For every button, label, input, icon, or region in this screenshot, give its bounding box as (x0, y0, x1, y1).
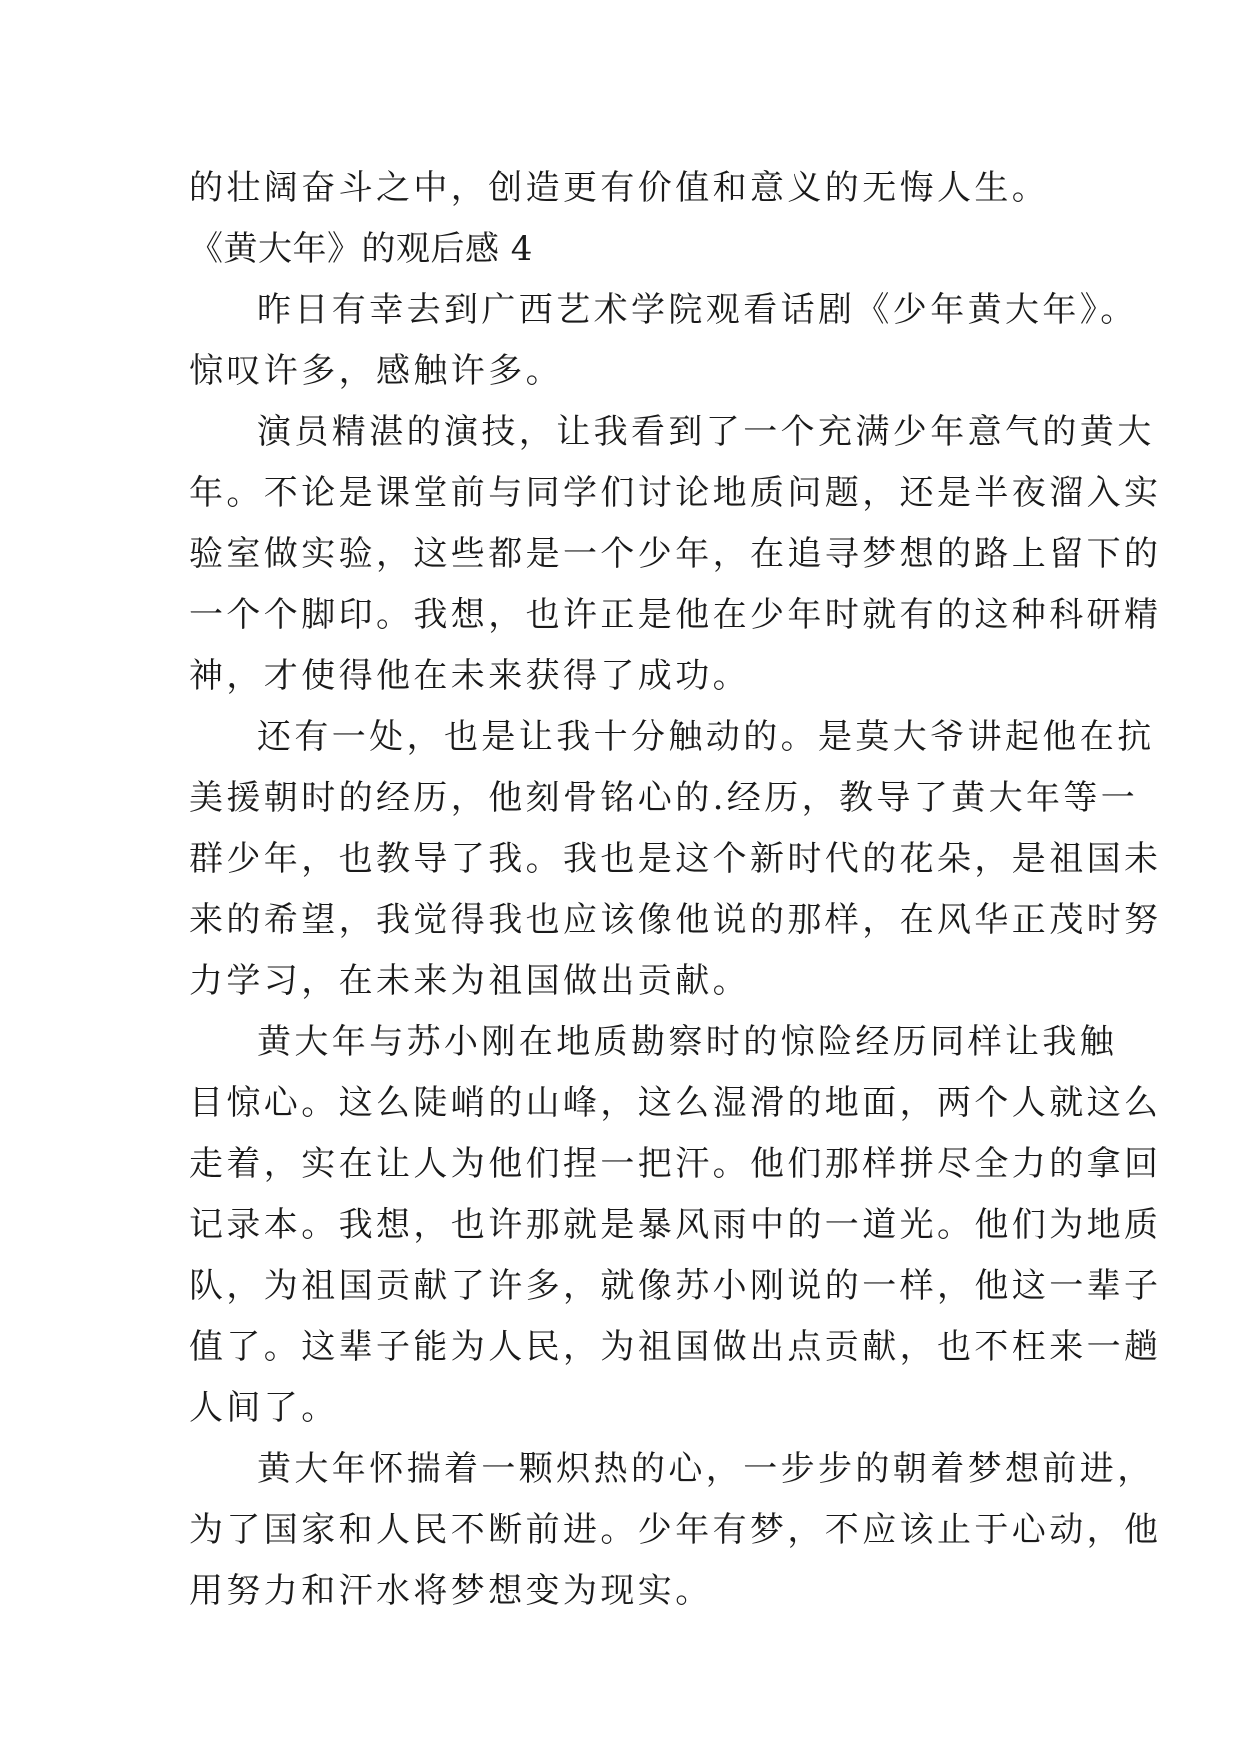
body-line: 神，才使得他在未来获得了成功。 (189, 656, 750, 696)
body-line: 惊叹许多，感触许多。 (189, 351, 563, 391)
body-line: 来的希望，我觉得我也应该像他说的那样，在风华正茂时努 (189, 900, 1162, 940)
paragraph-first-line: 演员精湛的演技，让我看到了一个充满少年意气的黄大 (257, 412, 1155, 452)
paragraph-first-line: 黄大年与苏小刚在地质勘察时的惊险经历同样让我触 (257, 1022, 1118, 1062)
body-line: 的壮阔奋斗之中，创造更有价值和意义的无悔人生。 (189, 168, 1050, 208)
body-line: 力学习，在未来为祖国做出贡献。 (189, 961, 750, 1001)
body-line: 人间了。 (189, 1388, 339, 1428)
body-line: 记录本。我想，也许那就是暴风雨中的一道光。他们为地质 (189, 1205, 1162, 1245)
paragraph-first-line: 还有一处，也是让我十分触动的。是莫大爷讲起他在抗 (257, 717, 1155, 757)
section-heading: 《黄大年》的观后感 4 (189, 229, 533, 269)
body-line: 美援朝时的经历，他刻骨铭心的.经历，教导了黄大年等一 (189, 778, 1139, 818)
body-line: 队，为祖国贡献了许多，就像苏小刚说的一样，他这一辈子 (189, 1266, 1162, 1306)
body-line: 群少年，也教导了我。我也是这个新时代的花朵，是祖国未 (189, 839, 1162, 879)
body-line: 走着，实在让人为他们捏一把汗。他们那样拼尽全力的拿回 (189, 1144, 1162, 1184)
body-line: 用努力和汗水将梦想变为现实。 (189, 1571, 713, 1611)
body-line: 一个个脚印。我想，也许正是他在少年时就有的这种科研精 (189, 595, 1162, 635)
paragraph-first-line: 昨日有幸去到广西艺术学院观看话剧《少年黄大年》。 (257, 290, 1138, 330)
body-line: 为了国家和人民不断前进。少年有梦，不应该止于心动，他 (189, 1510, 1162, 1550)
body-line: 值了。这辈子能为人民，为祖国做出点贡献，也不枉来一趟 (189, 1327, 1162, 1367)
body-line: 目惊心。这么陡峭的山峰，这么湿滑的地面，两个人就这么 (189, 1083, 1162, 1123)
body-line: 年。不论是课堂前与同学们讨论地质问题，还是半夜溜入实 (189, 473, 1162, 513)
paragraph-first-line: 黄大年怀揣着一颗炽热的心，一步步的朝着梦想前进， (257, 1449, 1155, 1489)
body-line: 验室做实验，这些都是一个少年，在追寻梦想的路上留下的 (189, 534, 1162, 574)
document-page (189, 158, 1162, 1622)
